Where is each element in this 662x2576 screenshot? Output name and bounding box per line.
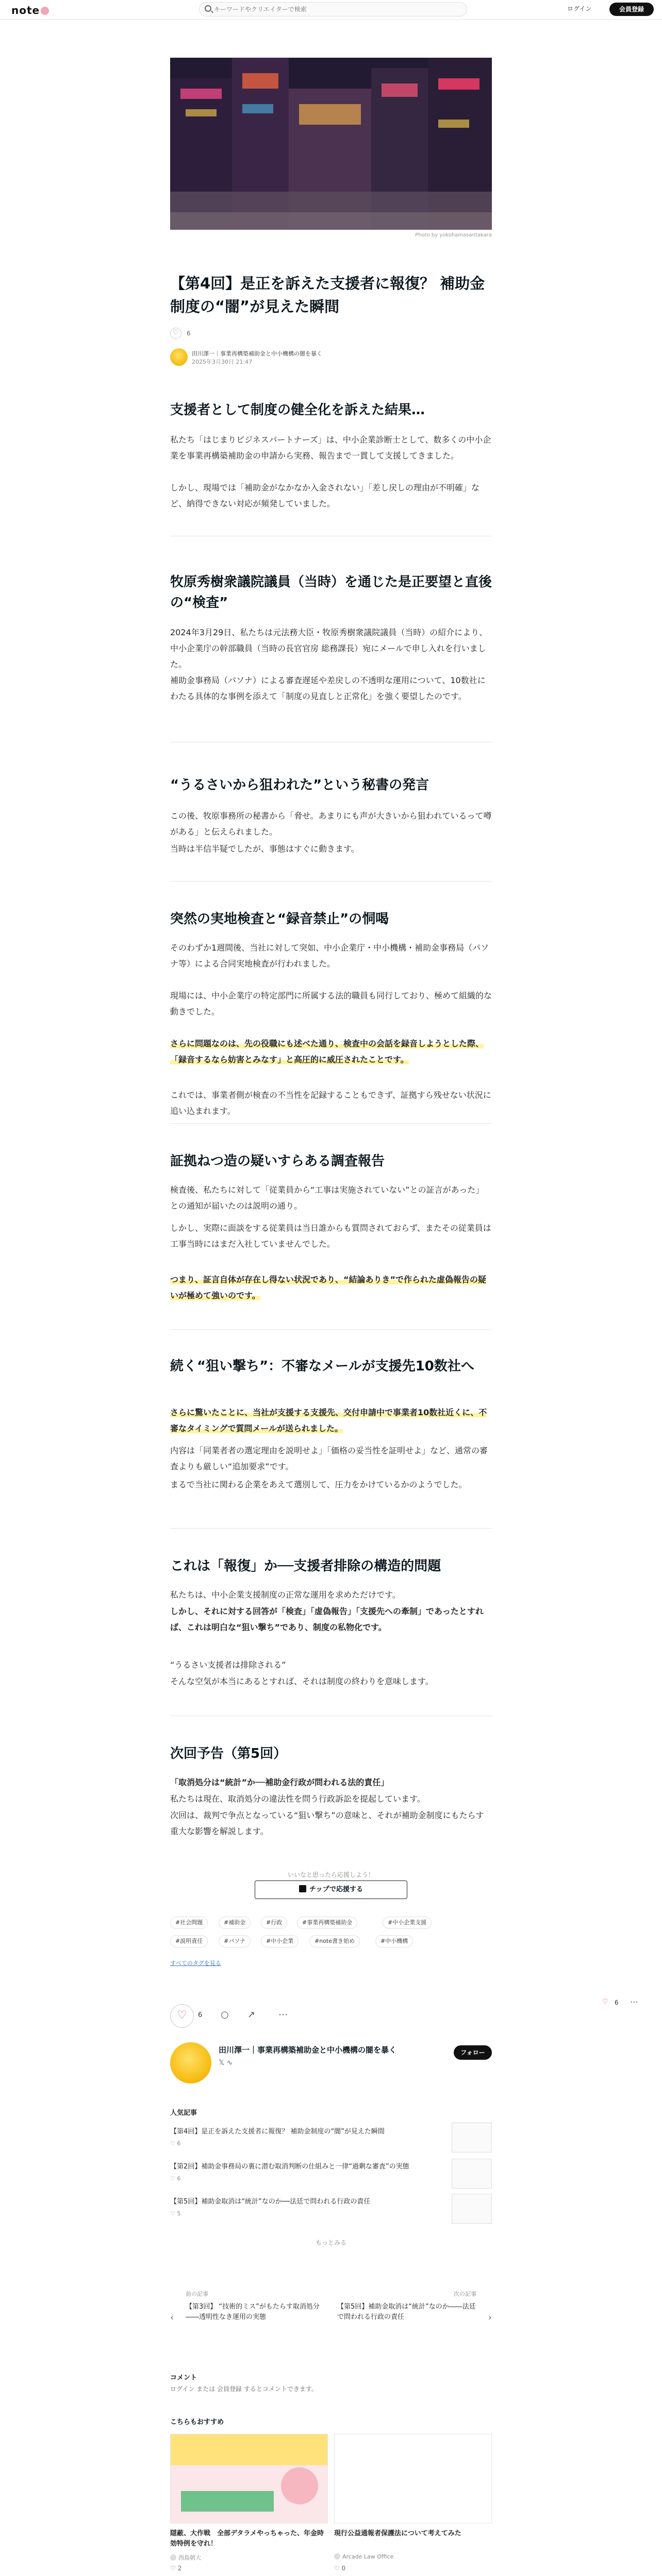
tag[interactable]: #社会問題	[170, 1917, 208, 1929]
popular-item-count: ♡ 6	[170, 2140, 181, 2147]
like-count: 6	[198, 2011, 203, 2019]
tip-button[interactable]: チップで応援する	[255, 1880, 407, 1899]
paragraph: 私たちは現在、取消処分の違法性を問う行政訴訟を提起しています。	[170, 1794, 425, 1804]
support-label: いいなと思ったら応援しよう！	[287, 1871, 374, 1878]
popular-item-thumb[interactable]	[452, 2194, 492, 2224]
paragraph: 現場には、中小企業庁の特定部門に所属する法的職員も同行しており、極めて組織的な動きでした。	[170, 991, 492, 1016]
tip-icon	[299, 1885, 306, 1892]
floating-like-icon[interactable]: ♡	[602, 1998, 608, 2006]
hero-image	[170, 58, 492, 230]
popular-item-count: ♡ 6	[170, 2175, 181, 2182]
paragraph: 私たちは、中小企業支援制度の正常な運用を求めただけです。	[170, 1590, 401, 1600]
tag[interactable]: #事業再構築補助金	[297, 1917, 357, 1929]
paragraph: 次回は、裁判で争点となっている“狙い撃ち”の意味と、それが補助金制度にもたらす重大な影響を解説します。	[170, 1810, 484, 1836]
divider	[170, 1528, 492, 1529]
floating-share-icon[interactable]: ⋯	[630, 1997, 638, 2007]
tag[interactable]: #note書き始め	[309, 1935, 360, 1947]
paragraph: さらに驚いたことに、当社が支援する支援先、交付申請中で事業者10数社近くに、不審なタイミングで質問メールが送られました。	[170, 1408, 487, 1433]
tag[interactable]: #パソナ	[219, 1935, 251, 1947]
like-count-top: 6	[187, 330, 191, 337]
card-illustration	[171, 2434, 328, 2523]
tag[interactable]: #行政	[261, 1917, 287, 1929]
paragraph: つまり、証言自体が存在し得ない状況であり、“結論ありき”で作られた虚偽報告の疑いが極めて強いのです。	[170, 1275, 487, 1300]
popular-heading: 人気記事	[170, 2109, 197, 2117]
search-icon	[205, 5, 211, 12]
section-heading: 証拠ねつ造の疑いすらある調査報告	[170, 1154, 385, 1169]
tag[interactable]: #中小企業	[261, 1935, 299, 1947]
paragraph: さらに問題なのは、先の役職にも述べた通り、検査中の会話を録音しようとした際、「録音するなら妨害とみなす」と高圧的に威圧されたことです。	[170, 1039, 484, 1064]
paragraph: そんな空気が本当にあるとすれば、それは制度の終わりを意味します。	[170, 1676, 434, 1686]
search-input[interactable]	[214, 4, 461, 14]
floating-like-count: 6	[615, 1999, 619, 2006]
section-heading: これは「報復」か──支援者排除の構造的問題	[170, 1558, 441, 1574]
popular-item-thumb[interactable]	[452, 2159, 492, 2189]
paragraph: 内容は「同業者者の選定理由を説明せよ」「価格の妥当性を証明せよ」など、通常の審査よりも厳しい“追加要求”です。	[170, 1446, 488, 1471]
paragraph: しかし、実際に面談をする従業員は当日誰からも質問されておらず、またその従業員は工事当時にはまだ入社していませんでした。	[170, 1223, 491, 1249]
section-heading: 次回予告（第5回）	[170, 1746, 287, 1761]
like-button-top[interactable]	[170, 328, 181, 339]
card-thumbnail	[170, 2434, 328, 2523]
search-box[interactable]	[199, 2, 467, 16]
city-night-photo	[170, 58, 492, 230]
next-article[interactable]: 次の記事 【第5回】補助金取消は“統計”なのか――法廷で問われる行政の責任 ›	[337, 2291, 492, 2323]
author-name[interactable]: 田川澤一｜事業再構築補助金と中小機構の闇を暴く	[192, 350, 322, 357]
popular-item-thumb[interactable]	[452, 2123, 492, 2153]
comments-heading: コメント	[170, 2374, 197, 2382]
tag[interactable]: #説明責任	[170, 1935, 208, 1947]
note-logo[interactable]: note	[11, 4, 49, 16]
paragraph: しかし、現場では「補助金がなかなか入金されない」「差し戻しの理由が不明確」など、納得できない対応が頻発していました。	[170, 483, 480, 509]
section-heading: 続く“狙い撃ち”：不審なメールが支援先10数社へ	[170, 1359, 474, 1374]
recommend-heading: こちらもおすすめ	[170, 2418, 224, 2426]
author-social-icons[interactable]: 𝕏 ∿	[219, 2059, 233, 2067]
chevron-right-icon: ›	[488, 2312, 492, 2323]
more-link[interactable]: もっとみる	[315, 2239, 346, 2246]
author-name-large[interactable]: 田川澤一｜事業再構築補助金と中小機構の闇を暴く	[219, 2045, 397, 2055]
section-heading: 突然の実地検査と“録音禁止”の恫喝	[170, 911, 389, 927]
author-avatar[interactable]	[170, 348, 188, 366]
section-heading: 支援者として制度の健全化を訴えた結果…	[170, 402, 425, 418]
author-avatar-large[interactable]	[170, 2042, 211, 2083]
popular-item-count: ♡ 5	[170, 2210, 181, 2217]
comments-login-prompt[interactable]: ログイン または 会員登録 するとコメントできます。	[170, 2385, 318, 2393]
paragraph: 私たち「はじまりビジネスパートナーズ」は、中小企業診断士として、数多くの中小企業を事業再構築補助金の申請から実務、報告まで一貫して支援してきました。	[170, 435, 491, 461]
paragraph: 「取消処分は“統計”か──補助金行政が問われる法的責任」	[170, 1777, 389, 1787]
chevron-left-icon: ‹	[170, 2312, 174, 2323]
avatar	[170, 2554, 176, 2561]
paragraph: この後、牧原事務所の秘書から「脅せ。あまりにも声が大きいから狙われているって噂がある」と伝えられました。	[170, 811, 492, 837]
card-thumbnail	[334, 2434, 492, 2523]
avatar	[334, 2553, 340, 2560]
paragraph: 2024年3月29日、私たちは元法務大臣・牧原秀樹衆議院議員（当時）の紹介により、中小企業庁の幹部職員（当時の長官官房 総務課長）宛にメールで申し入れを行いました。	[170, 628, 488, 669]
paragraph: そのわずか1週間後、当社に対して突如、中小企業庁・中小機構・補助金事務局（パソナ等）による合同実地検査が行われました。	[170, 943, 489, 969]
paragraph: しかし、それに対する回答が「検査」「虚偽報告」「支援先への牽制」であったとすれば、これは明白な“狙い撃ち”であり、制度の私物化です。	[170, 1606, 484, 1632]
prev-article[interactable]: ‹ 前の記事 【第3回】 “技術的ミス”がもたらす取消処分――透明性なき運用の実態	[170, 2291, 320, 2323]
all-tags-link[interactable]: すべてのタグを見る	[170, 1960, 221, 1967]
section-heading: 牧原秀樹衆議院議員（当時）を通じた是正要望と直後の“検査”	[170, 574, 492, 611]
article-title: 【第4回】是正を訴えた支援者に報復？ 補助金制度の“闇”が見えた瞬間	[170, 275, 485, 315]
paragraph: 当時は半信半疑でしたが、事態はすぐに動きます。	[170, 844, 359, 854]
paragraph: “うるさい支援者は排除される”	[170, 1660, 286, 1670]
popular-item-title[interactable]: 【第5回】補助金取消は“統計”なのか──法廷で問われる行政の責任	[170, 2198, 371, 2206]
photo-credit: Photo by yokohamasantakara	[415, 232, 492, 238]
comment-icon[interactable]: ○	[221, 2009, 229, 2020]
more-icon[interactable]: ⋯	[278, 2009, 288, 2020]
paragraph: まるで当社に関わる企業をあえて選別して、圧力をかけているかのようでした。	[170, 1480, 467, 1489]
site-header	[0, 0, 662, 20]
section-heading: “うるさいから狙われた”という秘書の発言	[170, 777, 429, 793]
signup-button[interactable]: 会員登録	[609, 3, 654, 16]
flower-icon	[41, 7, 49, 15]
paragraph: これでは、事業者側が検査の不当性を記録することもできず、証拠すら残せない状況に追い込まれます。	[170, 1090, 491, 1116]
share-icon[interactable]: ↗	[247, 2009, 256, 2020]
paragraph: 補助金事務局（パソナ）による審査遅延や差戻しの不透明な運用について、10数社にわたる具体的な事例を添えて「制度の見直しと正常化」を強く要望したのです。	[170, 675, 486, 701]
login-link[interactable]: ログイン	[567, 5, 592, 12]
tag[interactable]: #補助金	[219, 1917, 251, 1929]
divider	[170, 881, 492, 882]
tag[interactable]: #中小企業支援	[383, 1917, 432, 1929]
popular-item-title[interactable]: 【第4回】是正を訴えた支援者に報復？ 補助金制度の“闇”が見えた瞬間	[170, 2128, 385, 2136]
publish-date: 2025年3月30日 21:47	[192, 359, 253, 365]
divider	[170, 1123, 492, 1124]
paragraph: 検査後、私たちに対して「従業員から“工事は実施されていない”との証言があった」との通知が届いたのは説明の通り。	[170, 1185, 484, 1211]
follow-button[interactable]: フォロー	[454, 2045, 492, 2060]
tag[interactable]: #中小機構	[375, 1935, 413, 1947]
divider	[170, 1329, 492, 1330]
popular-item-title[interactable]: 【第2回】補助金事務局の裏に潜む取消判断の仕組みと一律“過剰な審査”の実態	[170, 2163, 409, 2171]
like-button[interactable]	[170, 2004, 194, 2028]
